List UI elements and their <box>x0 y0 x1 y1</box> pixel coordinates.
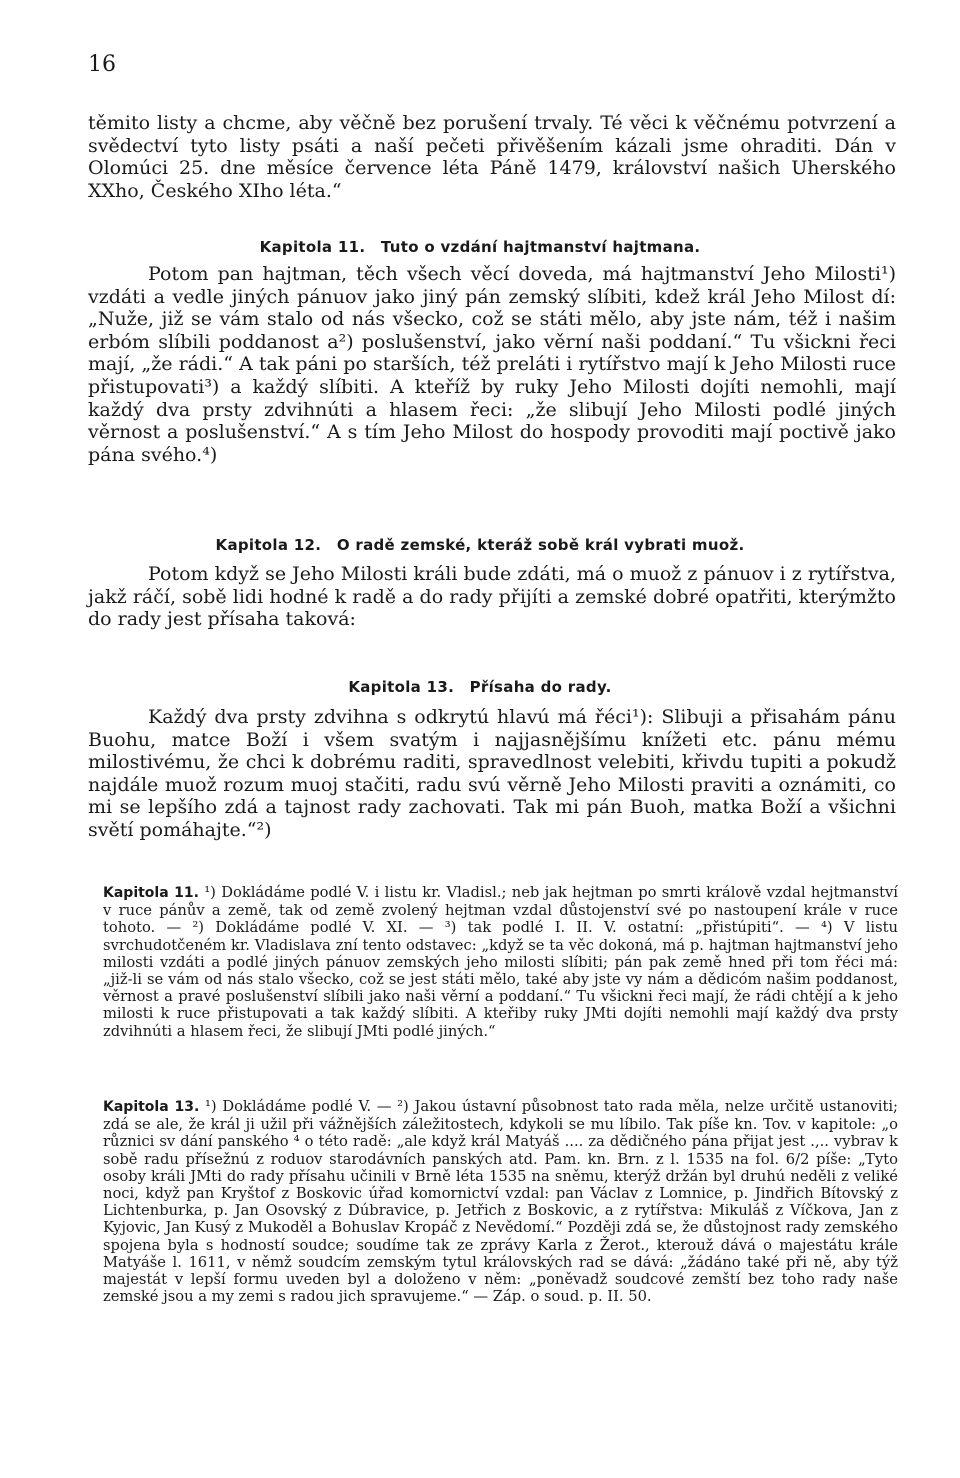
chapter-12-text: Potom když se Jeho Milosti králi bude zdáti, má o muož z pánuov i z rytířstva, jakž ráčí, sobě lidi hodné k radě a do rady přijíti a zemské dobré opatřiti, kterýmžto do rady jest přísaha taková: <box>88 563 896 631</box>
chapter-13-heading <box>0 678 960 696</box>
page-number: 16 <box>88 52 116 77</box>
chapter-13-title: Přísaha do rady. <box>469 678 612 696</box>
chapter-11-heading <box>0 238 960 256</box>
footnote-11-label: Kapitola 11. <box>103 885 199 901</box>
chapter-12-label: Kapitola 12. <box>215 536 322 554</box>
footnote-13 <box>103 1098 898 1305</box>
chapter-13-body <box>88 706 896 842</box>
chapter-11-body <box>88 263 896 466</box>
footnotes-chapter-11 <box>103 884 898 1040</box>
intro-paragraph <box>88 112 896 202</box>
chapter-13-label: Kapitola 13. <box>348 678 455 696</box>
chapter-11-text: Potom pan hajtman, těch všech věcí doveda, má hajtmanství Jeho Milosti¹) vzdáti a vedle jiných pánuov jako jiný pán zemský slíbiti, kdež král Jeho Milost dí: „Nuže, již se vám stalo od nás všecko, což se státi mělo, aby jste nám, též i našim erbóm slíbili poddanost a²) poslušenství, jako věrní naši poddaní.“ Tu všickni řeci mají, „že rádi.“ A tak páni po starších, též preláti i rytířstvo mají k Jeho Milosti ruce přistupovati³) a každý slíbiti. A kteříž by ruky Jeho Milosti dojíti nemohli, mají každý dva prsty zdvihnúti a hlasem řeci: „že slibují Jeho Milosti podlé jiných věrnost a poslušenství.“ A s tím Jeho Milost do hospody provoditi mají poctivě jako pána svého.⁴) <box>88 263 896 466</box>
footnote-11 <box>103 884 898 1040</box>
footnotes-chapter-13 <box>103 1098 898 1305</box>
footnote-11-text: ¹) Dokládáme podlé V. i listu kr. Vladisl.; neb jak hejtman po smrti králově vzdal hejtmanství v ruce pánův a země, tak od země zvolený hejtman vzdal důstojenství své po nastoupení krále v ruce tohoto. — ²) Dokládáme podlé V. XI. — ³) tak podlé I. II. V. ostatní: „přistúpiti“. — ⁴) V listu svrchudotčeném kr. Vladislava zní tento odstavec: „když se ta věc dokoná, má p. hajtman hajtmanství jeho milosti vzdáti a podlé jiných pánuov zemských jeho milosti slíbiti; pán pak země hned při tom řéci má: „již-li se vám od nás stalo všecko, což se jest státi mělo, také aby jste vy nám a dědicóm našim poddanost, věrnost a pravé poslušenství slíbili jako naši věrní a poddaní.“ Tu všickni řeci mají, že rádi chtějí a k jeho milosti k ruce přistupovati a tak každý slíbiti. A kteřiby ruky JMti dojíti nemohli mají každý dva prsty zdvihnúti a hlasem řeci, že slibují JMti podlé jiných.“ <box>103 884 899 1040</box>
footnote-13-text: ¹) Dokládáme podlé V. — ²) Jakou ústavní působnost tato rada měla, nelze určitě ustanoviti; zdá se ale, že král ji užil při vážnějších záležitostech, kdykoli se mu líbilo. Tak píše kn. Tov. v kapitole: „o různici sv dání panského ⁴ o této radě: „ale když král Matyáš .... za dědičného pána přijat jest .,.. vybrav k sobě radu přísežnú z roduov starodávních panských atd. Pam. kn. Brn. z l. 1535 na fol. 6/2 píše: „Tyto osoby králi JMti do rady přísahu učinili v Brně léta 1535 na sněmu, kterýž držán byl druhú neděli z veliké noci, když pan Kryštof z Boskovic úřad komornictví vzdal: pan Václav z Lomnice, p. Jindřich Bítovský z Lichtenburka, p. Jan Osovský z Dúbravice, p. Jetřich z Boskovic, a z rytířstva: Mikuláš z Víčkova, Jan z Kyjovic, Jan Kusý z Mukoděl a Bohuslav Kropáč z Nevědomí.“ Později zdá se, že důstojnost rady zemského spojena byla s hodností soudce; soudíme tak ze zprávy Karla z Žerot., kterouž dává o majestátu krále Matyáše l. 1611, v němž soudcím zemským tytul královských rad se dává: „žádáno také při ně, aby týž majestát v lepší formu uveden byl a doloženo v něm: „poněvadž soudcové zemští bez toho rady naše zemské jsou a my zemi s radou jich spravujeme.“ — Záp. o soud. p. II. 50. <box>103 1098 898 1306</box>
chapter-12-heading <box>0 536 960 554</box>
chapter-12-body <box>88 563 896 631</box>
chapter-13-text: Každý dva prsty zdvihna s odkrytú hlavú má řéci¹): Slibuji a přisahám pánu Buohu, matce Boží i všem svatým i najjasnějšímu knížeti etc. pánu mému milostivému, že chci k dobrému raditi, spravedlnost velebiti, křivdu tupiti a pokudž najdále muož rozum muoj stačiti, radu svú věrně Jeho Milosti praviti a oznámiti, co mi se lepšího zdá a tajnost rady zachovati. Tak mi pán Buoh, matka Boží a všichni světí pomáhajte.“²) <box>88 706 896 841</box>
chapter-11-title: Tuto o vzdání hajtmanství hajtmana. <box>380 238 701 256</box>
chapter-11-label: Kapitola 11. <box>259 238 366 256</box>
footnote-13-label: Kapitola 13. <box>103 1099 200 1115</box>
intro-text: těmito listy a chcme, aby věčně bez porušení trvaly. Té věci k věčnému potvrzení a svědectví tyto listy psáti a naší pečeti přivěšením kázali jsme ohraditi. Dán v Olomúci 25. dne měsíce července léta Páně 1479, království našich Uherského XXho, Českého XIho léta.“ <box>88 112 896 202</box>
chapter-12-title: O radě zemské, kteráž sobě král vybrati muož. <box>336 536 745 554</box>
